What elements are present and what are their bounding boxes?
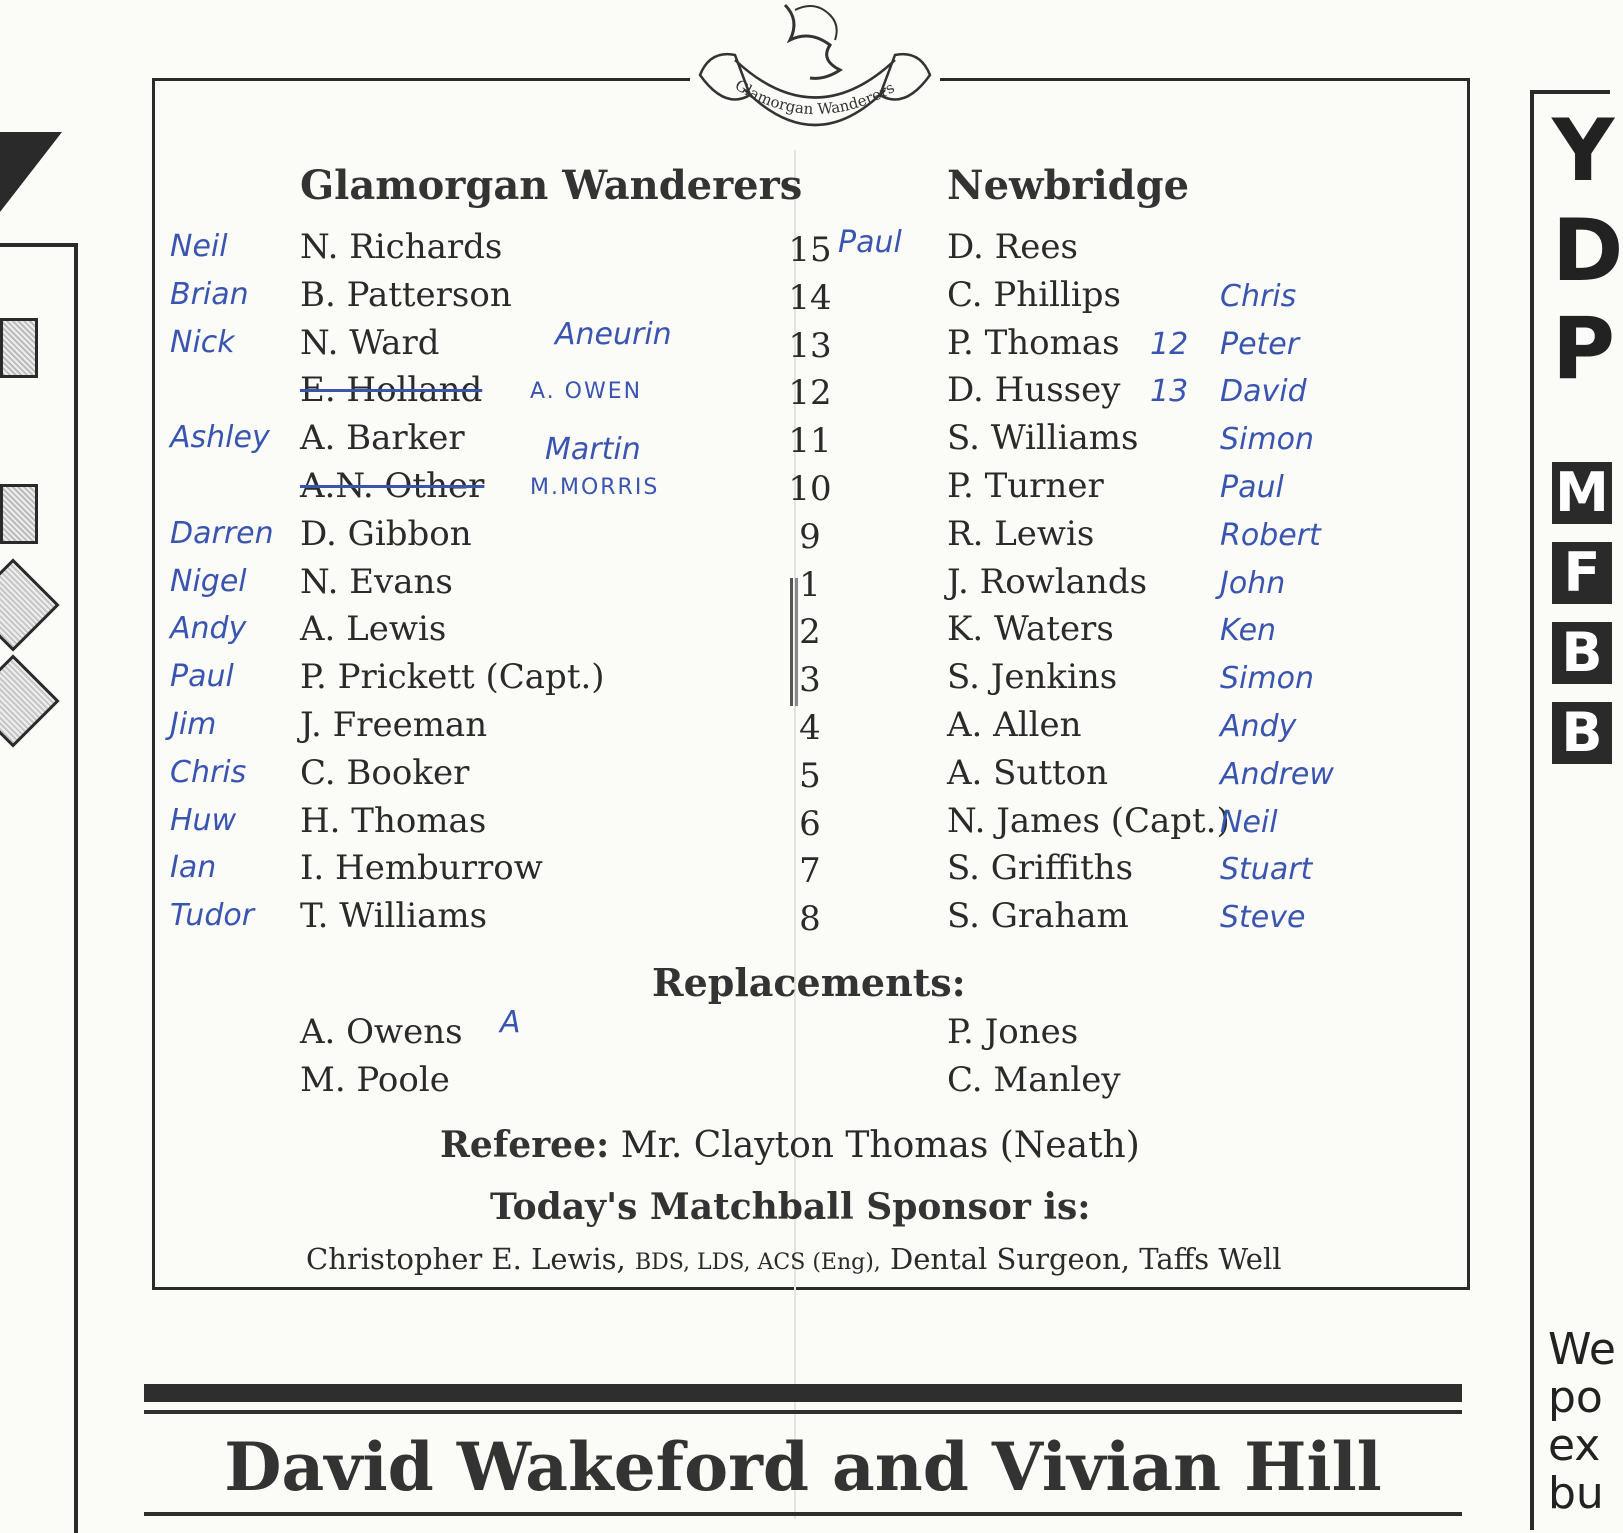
right-panel-box: B bbox=[1552, 622, 1612, 684]
away-player-handwritten-name: John bbox=[1220, 566, 1286, 601]
away-replacement: C. Manley bbox=[947, 1060, 1121, 1100]
sponsor-line bbox=[306, 1242, 1282, 1276]
home-player-handwritten-name: Jim bbox=[170, 707, 217, 742]
home-player-handwritten-name: Nick bbox=[170, 325, 235, 360]
home-replacement: M. Poole bbox=[300, 1060, 450, 1100]
right-panel-box: M bbox=[1552, 462, 1612, 524]
crest-icon bbox=[690, 0, 940, 140]
home-player-handwritten-name: Brian bbox=[170, 277, 249, 312]
crest-club-name: Glamorgan Wanderers bbox=[731, 75, 898, 119]
home-player-name: T. Williams bbox=[300, 896, 488, 936]
right-panel-box: B bbox=[1552, 702, 1612, 764]
shirt-number: 3 bbox=[799, 660, 821, 700]
shirt-number: 2 bbox=[799, 612, 821, 652]
shirt-number: 11 bbox=[788, 421, 832, 461]
shirt-number: 4 bbox=[799, 708, 821, 748]
away-player-name: D. Hussey bbox=[947, 370, 1121, 410]
away-player-handwritten-name: Andrew bbox=[1220, 757, 1334, 792]
away-player-name: A. Sutton bbox=[947, 753, 1109, 793]
away-player-name: P. Turner bbox=[947, 466, 1104, 506]
banner-rule-thick bbox=[144, 1384, 1462, 1402]
sponsor-heading: Today's Matchball Sponsor is: bbox=[490, 1186, 1091, 1228]
away-player-handwritten-name: Ken bbox=[1220, 613, 1277, 648]
away-player-handwritten-name: Andy bbox=[1220, 709, 1297, 744]
left-panel bbox=[0, 243, 78, 1533]
sponsor-qualifications: BDS, LDS, ACS (Eng), bbox=[634, 1250, 881, 1275]
away-player-handwritten-name: Simon bbox=[1220, 661, 1314, 696]
away-player-handwritten-name: Paul bbox=[838, 225, 902, 260]
home-player-name: E. Holland bbox=[300, 370, 483, 410]
home-team-heading: Glamorgan Wanderers bbox=[300, 162, 803, 209]
away-player-name: P. Thomas bbox=[947, 323, 1120, 363]
home-player-handwritten-name: Ashley bbox=[170, 420, 270, 455]
replacement-handwritten-note: A bbox=[500, 1005, 521, 1040]
right-panel-text: We bbox=[1548, 1324, 1616, 1375]
right-panel-letter: Y bbox=[1552, 101, 1615, 201]
home-player-handwritten-name: Paul bbox=[170, 659, 234, 694]
away-player-handwritten-name: Robert bbox=[1220, 518, 1321, 553]
sponsor-description: Dental Surgeon, Taffs Well bbox=[890, 1242, 1282, 1276]
home-player-handwritten-sub: M.MORRIS bbox=[530, 475, 660, 500]
away-player-handwritten-name: Steve bbox=[1220, 900, 1306, 935]
away-player-handwritten-number: 13 bbox=[1150, 374, 1189, 409]
sponsor-name: Christopher E. Lewis, bbox=[306, 1242, 626, 1276]
home-player-name: J. Freeman bbox=[300, 705, 488, 745]
away-player-name: S. Griffiths bbox=[947, 848, 1134, 888]
shirt-number: 10 bbox=[788, 469, 832, 509]
right-panel-text: bu bbox=[1548, 1468, 1604, 1519]
home-player-name: A. Barker bbox=[300, 418, 465, 458]
right-panel-text: po bbox=[1548, 1372, 1603, 1423]
away-player-name: N. James (Capt.) bbox=[947, 801, 1230, 841]
shirt-number: 12 bbox=[788, 373, 832, 413]
replacements-heading: Replacements: bbox=[652, 960, 966, 1005]
banner-title: David Wakeford and Vivian Hill bbox=[224, 1428, 1382, 1506]
right-panel-letter: P bbox=[1552, 299, 1616, 399]
away-player-handwritten-name: Paul bbox=[1220, 470, 1284, 505]
home-player-name: B. Patterson bbox=[300, 275, 512, 315]
home-player-handwritten-name: Darren bbox=[170, 516, 274, 551]
home-player-name: H. Thomas bbox=[300, 801, 487, 841]
away-player-handwritten-name: Peter bbox=[1220, 327, 1300, 362]
away-player-handwritten-name: Neil bbox=[1220, 805, 1278, 840]
away-player-handwritten-name: Chris bbox=[1220, 279, 1297, 314]
home-player-name: P. Prickett (Capt.) bbox=[300, 657, 605, 697]
banner-rule-bottom bbox=[144, 1512, 1462, 1516]
home-player-name: N. Ward bbox=[300, 323, 440, 363]
left-triangle-decoration bbox=[0, 132, 62, 212]
away-player-name: A. Allen bbox=[947, 705, 1082, 745]
shirt-number: 13 bbox=[788, 326, 832, 366]
away-player-handwritten-name: David bbox=[1220, 374, 1307, 409]
home-player-handwritten-name: Chris bbox=[170, 755, 247, 790]
home-player-handwritten-name: Tudor bbox=[170, 898, 255, 933]
home-player-handwritten-name: Andy bbox=[170, 611, 247, 646]
away-team-heading: Newbridge bbox=[947, 162, 1190, 209]
shirt-number: 15 bbox=[788, 230, 832, 270]
home-player-handwritten-sub: Martin bbox=[545, 432, 641, 467]
shirt-number: 14 bbox=[788, 278, 832, 318]
home-player-name: N. Evans bbox=[300, 562, 453, 602]
away-player-handwritten-name: Stuart bbox=[1220, 852, 1313, 887]
away-player-name: D. Rees bbox=[947, 227, 1078, 267]
away-player-name: C. Phillips bbox=[947, 275, 1121, 315]
referee-label: Referee: bbox=[440, 1124, 610, 1166]
banner-rule-thin bbox=[144, 1410, 1462, 1414]
away-player-name: S. Williams bbox=[947, 418, 1139, 458]
away-player-name: K. Waters bbox=[947, 609, 1114, 649]
home-player-name: N. Richards bbox=[300, 227, 503, 267]
right-panel-box: F bbox=[1552, 542, 1612, 604]
right-panel-letter: D bbox=[1552, 201, 1623, 301]
shirt-number: 1 bbox=[799, 565, 821, 605]
home-player-handwritten-name: Huw bbox=[170, 803, 237, 838]
home-player-name: I. Hemburrow bbox=[300, 848, 543, 888]
away-player-name: J. Rowlands bbox=[947, 562, 1148, 602]
referee-name: Mr. Clayton Thomas (Neath) bbox=[620, 1125, 1140, 1166]
away-replacement: P. Jones bbox=[947, 1012, 1079, 1052]
dotted-square-decoration bbox=[0, 318, 38, 378]
home-replacement: A. Owens bbox=[300, 1012, 463, 1052]
referee-line bbox=[440, 1124, 1140, 1166]
shirt-number: 6 bbox=[799, 804, 821, 844]
shirt-number: 5 bbox=[799, 756, 821, 796]
away-player-handwritten-name: Simon bbox=[1220, 422, 1314, 457]
away-player-name: S. Graham bbox=[947, 896, 1129, 936]
club-crest bbox=[690, 0, 940, 140]
home-player-handwritten-name: Nigel bbox=[170, 564, 247, 599]
home-player-handwritten-name: Neil bbox=[170, 229, 228, 264]
home-player-handwritten-name: Ian bbox=[170, 850, 217, 885]
home-player-handwritten-sub: A. OWEN bbox=[530, 379, 643, 404]
home-player-handwritten-sub: Aneurin bbox=[555, 317, 672, 352]
shirt-number: 9 bbox=[799, 517, 821, 557]
dotted-square-decoration bbox=[0, 484, 38, 544]
away-player-name: R. Lewis bbox=[947, 514, 1095, 554]
shirt-number: 8 bbox=[799, 899, 821, 939]
home-player-name: A.N. Other bbox=[300, 466, 485, 506]
away-player-name: S. Jenkins bbox=[947, 657, 1118, 697]
right-panel-text: ex bbox=[1548, 1420, 1601, 1471]
home-player-name: C. Booker bbox=[300, 753, 470, 793]
shirt-number: 7 bbox=[799, 851, 821, 891]
home-player-name: A. Lewis bbox=[300, 609, 447, 649]
away-player-handwritten-number: 12 bbox=[1150, 327, 1189, 362]
home-player-name: D. Gibbon bbox=[300, 514, 472, 554]
